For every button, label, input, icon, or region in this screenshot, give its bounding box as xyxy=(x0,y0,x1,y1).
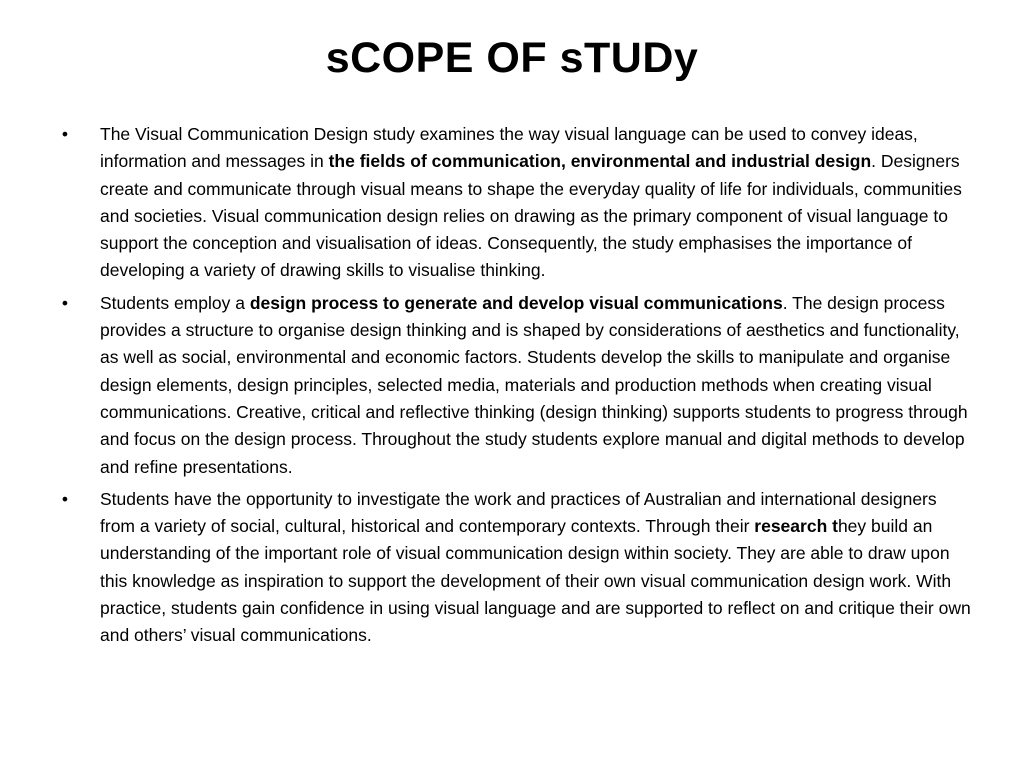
bullet-marker: • xyxy=(61,124,69,144)
text-segment: The Visual Communication Design study examines the way visual language can be used to convey ideas, information and messages in xyxy=(100,124,918,172)
bullet-item-1 xyxy=(58,121,972,285)
bold-text-segment: design process to generate and develop visual communications xyxy=(249,292,783,313)
text-segment: hey build an understanding of the important role of visual communication design within society. They are able to draw upon this knowledge as inspiration to support the development of their own visual communication design work. With practice, students gain confidence in using visual language and are supported to reflect on and critique their own and others’ visual communications. xyxy=(100,516,971,646)
text-segment: Students employ a xyxy=(100,292,250,313)
bullet-text xyxy=(100,293,968,477)
bullet-marker: • xyxy=(61,292,69,313)
bold-text-segment: the fields of communication, environmental and industrial design xyxy=(328,151,872,172)
bullet-list xyxy=(58,121,972,655)
bullet-item-3 xyxy=(58,486,972,650)
bullet-marker: • xyxy=(61,488,69,509)
slide-title: sCOPE OF sTUDy xyxy=(325,34,699,82)
bullet-item-2 xyxy=(58,290,972,481)
text-segment: . The design process provides a structure to organise design thinking and is shaped by considerations of aesthetics and functionality, as well as social, environmental and economic factors. Students develop the skills to manipulate and organise design elements, design principles, selected media, materials and production methods when creating visual communications. Creative, critical and reflective thinking (design thinking) supports students to progress through and focus on the design process. Throughout the study students explore manual and digital methods to develop and refine presentations. xyxy=(100,292,968,477)
bullet-text xyxy=(100,489,971,645)
text-segment: Students have the opportunity to investigate the work and practices of Australian and international designers from a variety of social, cultural, historical and contemporary contexts. Through their xyxy=(100,488,937,537)
bold-text-segment: research t xyxy=(754,516,838,537)
bullet-text xyxy=(100,124,962,280)
text-segment: . Designers create and communicate through visual means to shape the everyday quality of life for individuals, communities and societies. Visual communication design relies on drawing as the primary component of visual language to support the conception and visualisation of ideas. Consequently, the study emphasises the importance of developing a variety of drawing skills to visualise thinking. xyxy=(100,151,962,281)
